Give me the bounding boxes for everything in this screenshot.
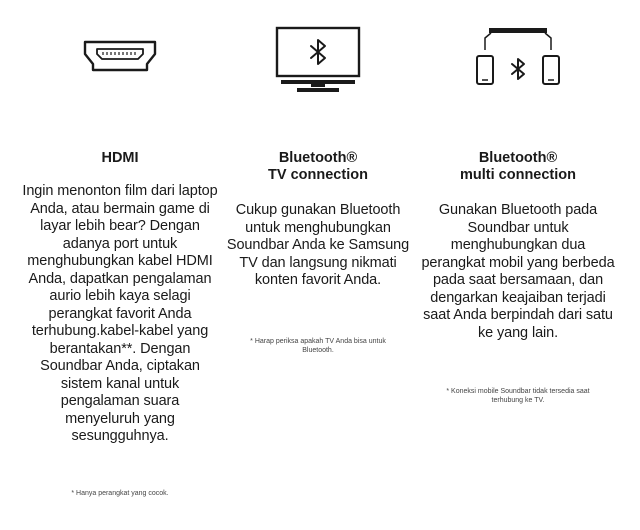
- title-line-1: Bluetooth®: [478, 150, 558, 166]
- title-line-1: Bluetooth®: [278, 150, 358, 166]
- feature-title-bluetooth-tv: [222, 150, 414, 184]
- multi-device-bluetooth-icon: [473, 26, 563, 92]
- feature-description-hdmi: Ingin menonton film dari laptop Anda, atau bermain game di layar lebih bear? Dengan adanya port untuk menghubungkan kabel HDMI Anda, dapatkan pengalaman aurio lebih kaya selagi perangkat favorit Anda terhubung.kabel-kabel yang berantakan**. Dengan Soundbar Anda, ciptakan sistem kanal untuk pengalaman suara menyeluruh yang sesungguhnya.: [22, 183, 218, 444]
- feature-note-bluetooth-multi: * Koneksi mobile Soundbar tidak tersedia saat terhubung ke TV.: [446, 388, 590, 404]
- feature-note-bluetooth-tv: * Harap periksa apakah TV Anda bisa untuk Bluetooth.: [250, 338, 386, 354]
- feature-title-hdmi: HDMI: [101, 150, 139, 166]
- bluetooth-icon: [311, 40, 325, 64]
- feature-title-bluetooth-multi: [420, 150, 616, 184]
- hdmi-icon-container: [22, 40, 218, 72]
- tv-icon-container: [222, 26, 414, 92]
- multi-icon-container: [420, 26, 616, 92]
- title-line-2: multi connection: [460, 167, 576, 183]
- hdmi-port-icon: [83, 40, 157, 72]
- bluetooth-icon: [512, 59, 524, 79]
- tv-bluetooth-icon: [275, 26, 361, 92]
- feature-description-bluetooth-multi: Gunakan Bluetooth pada Soundbar untuk menghubungkan dua perangkat mobil yang berbeda pada saat bersamaan, dan dengarkan keajaiban terjadi saat Anda berpindah dari satu ke yang lain.: [421, 202, 615, 341]
- feature-description-bluetooth-tv: Cukup gunakan Bluetooth untuk menghubungkan Soundbar Anda ke Samsung TV dan langsung nikmati konten favorit Anda.: [226, 202, 410, 288]
- feature-note-hdmi: * Hanya perangkat yang cocok.: [71, 490, 169, 497]
- title-line-2: TV connection: [268, 167, 368, 183]
